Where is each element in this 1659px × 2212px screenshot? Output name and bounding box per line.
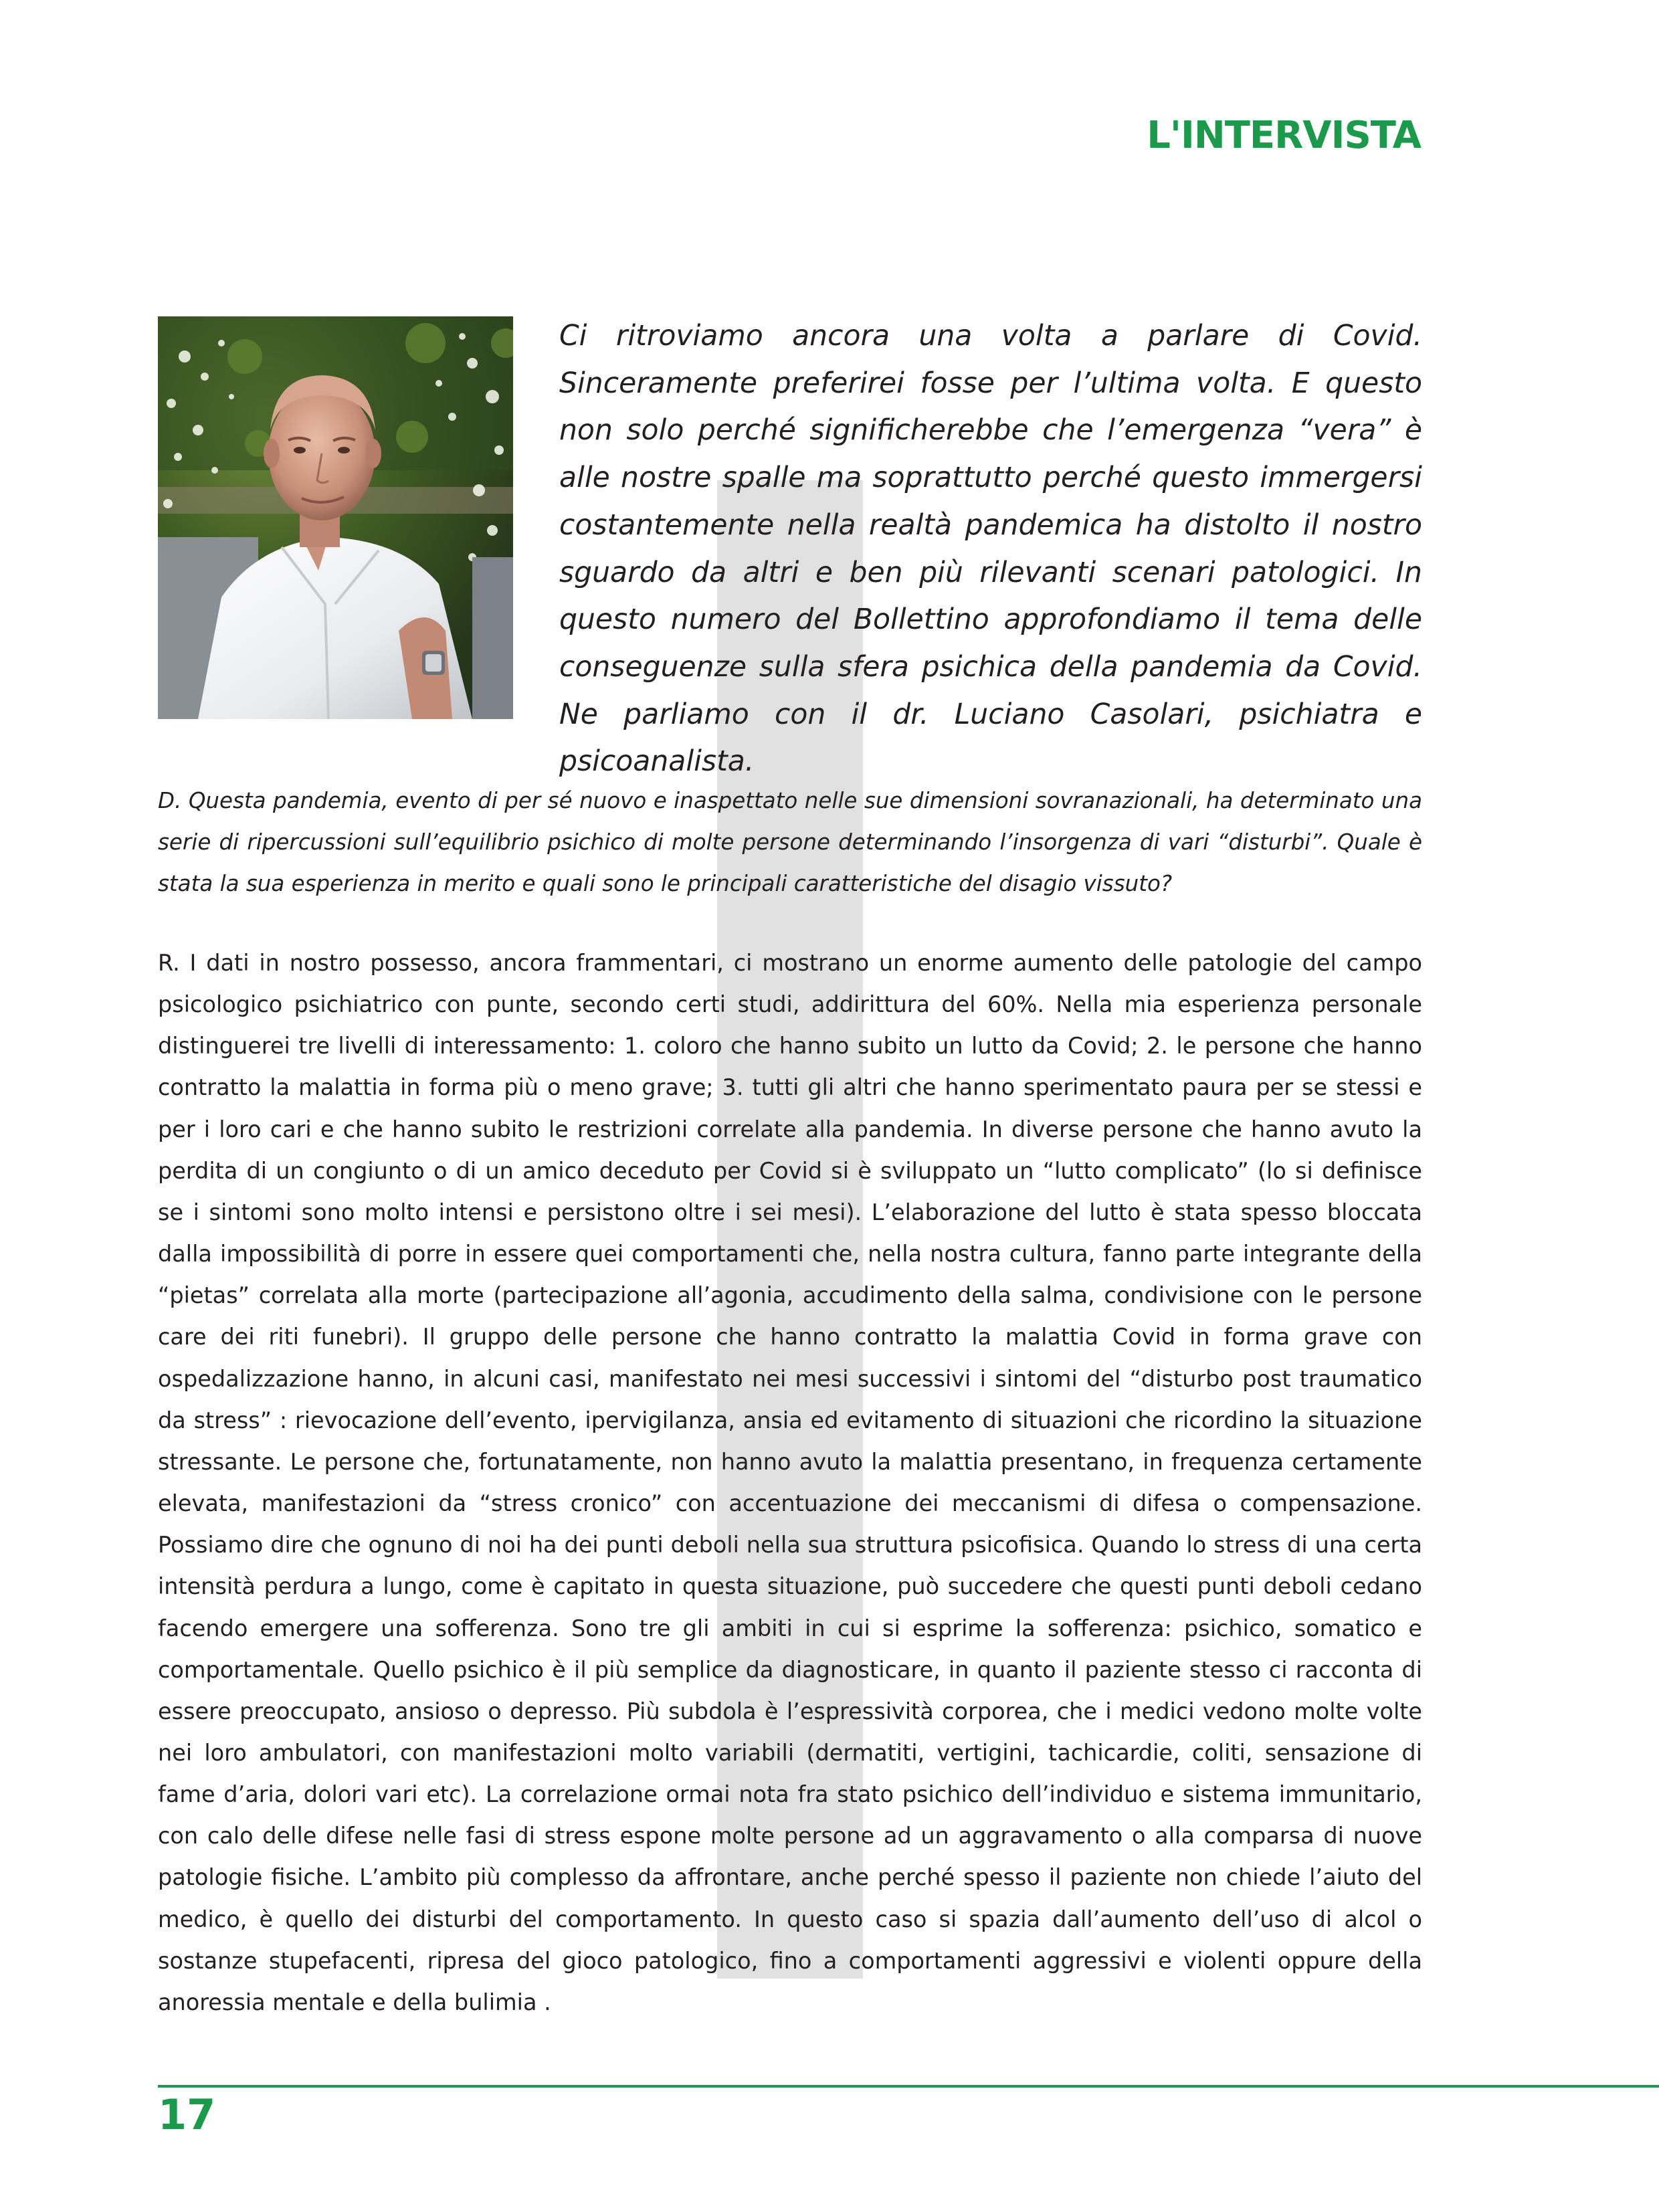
portrait-illustration <box>158 316 513 719</box>
interview-question: D. Questa pandemia, evento di per sé nuovo e inaspettato nelle sue dimensioni sovranazionali, ha determinato una serie di ripercussioni sull’equilibrio psichico di molte persone determinando l’insorgenza di vari “disturbi”. Quale è stata la sua esperienza in merito e quali sono le principali caratteristiche del disagio vissuto? <box>158 788 1422 896</box>
page-number: 17 <box>158 2090 216 2139</box>
section-title: L'INTERVISTA <box>1147 114 1421 157</box>
interview-answer: R. I dati in nostro possesso, ancora frammentari, ci mostrano un enorme aumento delle patologie del campo psicologico psichiatrico con punte, secondo certi studi, addirittura del 60%. Nella mia esperienza personale distinguerei tre livelli di interessamento: 1. coloro che hanno subito un lutto da Covid; 2. le persone che hanno contratto la malattia in forma più o meno grave; 3. tutti gli altri che hanno sperimentato paura per se stessi e per i loro cari e che hanno subito le restrizioni correlate alla pandemia. In diverse persone che hanno avuto la perdita di un congiunto o di un amico deceduto per Covid si è sviluppato un “lutto complicato” (lo si definisce se i sintomi sono molto intensi e persistono oltre i sei mesi). L’elaborazione del lutto è stata spesso bloccata dalla impossibilità di porre in essere quei comportamenti che, nella nostra cultura, fanno parte integrante della “pietas” correlata alla morte (partecipazione all’agonia, accudimento della salma, condivisione con le persone care dei riti funebri). Il gruppo delle persone che hanno contratto la malattia Covid in forma grave con ospedalizzazione hanno, in alcuni casi, manifestato nei mesi successivi i sintomi del “disturbo post traumatico da stress” : rievocazione dell’evento, ipervigilanza, ansia ed evitamento di situazioni che ricordino la situazione stressante. Le persone che, fortunatamente, non hanno avuto la malattia presentano, in frequenza certamente elevata, manifestazioni da “stress cronico” con accentuazione dei meccanismi di difesa o compensazione. Possiamo dire che ognuno di noi ha dei punti deboli nella sua struttura psicofisica. Quando lo stress di una certa intensità perdura a lungo, come è capitato in questa situazione, può succedere che questi punti deboli cedano facendo emergere una sofferenza. Sono tre gli ambiti in cui si esprime la sofferenza: psichico, somatico e comportamentale. Quello psichico è il più semplice da diagnosticare, in quanto il paziente stesso ci racconta di essere preoccupato, ansioso o depresso. Più subdola è l’espressività corporea, che i medici vedono molte volte nei loro ambulatori, con manifestazioni molto variabili (dermatiti, vertigini, tachicardie, coliti, sensazione di fame d’aria, dolori vari etc). La correlazione ormai nota fra stato psichico dell’individuo e sistema immunitario, con calo delle difese nelle fasi di stress espone molte persone ad un aggravamento o alla comparsa di nuove patologie fisiche. L’ambito più complesso da affrontare, anche perché spesso il paziente non chiede l’aiuto del medico, è quello dei disturbi del comportamento. In questo caso si spazia dall’aumento dell’uso di alcol o sostanze stupefacenti, ripresa del gioco patologico, fino a comportamenti aggressivi e violenti oppure della anoressia mentale e della bulimia . <box>158 950 1422 2015</box>
footer-rule <box>158 2085 1659 2088</box>
intro-paragraph: Ci ritroviamo ancora una volta a parlare di Covid. Sinceramente preferirei fosse per l’ultima volta. E questo non solo perché significherebbe che l’emergenza “vera” è alle nostre spalle ma soprattutto perché questo immergersi costantemente nella realtà pandemica ha distolto il nostro sguardo da altri e ben più rilevanti scenari patologici. In questo numero del Bollettino approfondiamo il tema delle conseguenze sulla sfera psichica della pandemia da Covid. Ne parliamo con il dr. Luciano Casolari, psichiatra e psicoanalista. <box>559 320 1422 779</box>
portrait-photo <box>158 316 513 719</box>
